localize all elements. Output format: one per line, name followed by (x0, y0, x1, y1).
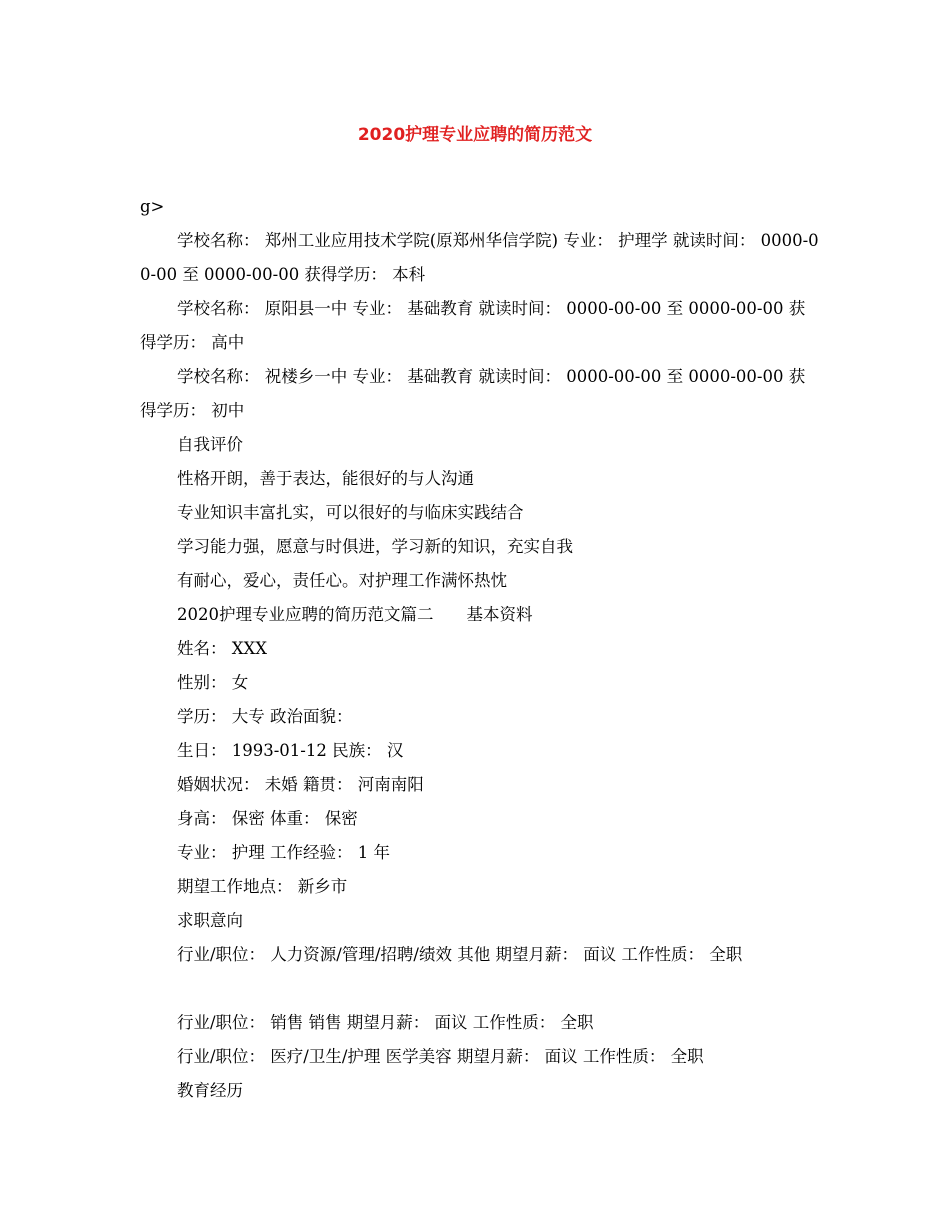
info-education: 学历： 大专 政治面貌： (177, 707, 353, 726)
self-evaluation-line: 学习能力强，愿意与时俱进，学习新的知识，充实自我 (177, 537, 573, 556)
section-heading-self-evaluation: 自我评价 (177, 435, 243, 454)
job-intention-entry: 行业/职位： 人力资源/管理/招聘/绩效 其他 期望月薪： 面议 工作性质： 全职 (177, 945, 743, 964)
info-work-location: 期望工作地点： 新乡市 (177, 877, 348, 896)
info-birthday: 生日： 1993-01-12 民族： 汉 (177, 741, 404, 760)
education-entry-3: 学校名称： 祝楼乡一中 专业： 基础教育 就读时间： 0000-00-00 至 0000-00-00 获得学历： 初中 (140, 367, 806, 420)
section-heading-job-intention: 求职意向 (177, 911, 243, 930)
info-major: 专业： 护理 工作经验： 1 年 (177, 843, 390, 862)
section-heading-education: 教育经历 (177, 1081, 243, 1100)
self-evaluation-line: 性格开朗，善于表达，能很好的与人沟通 (177, 469, 474, 488)
info-name: 姓名： XXX (177, 639, 267, 658)
job-intention-entry: 行业/职位： 医疗/卫生/护理 医学美容 期望月薪： 面议 工作性质： 全职 (177, 1047, 704, 1066)
section-heading-part-two: 2020护理专业应聘的简历范文篇二 基本资料 (177, 605, 533, 624)
self-evaluation-line: 有耐心，爱心，责任心。对护理工作满怀热忱 (177, 571, 507, 590)
education-entry-1: 学校名称： 郑州工业应用技术学院(原郑州华信学院) 专业： 护理学 就读时间： 0000-00-00 至 0000-00-00 获得学历： 本科 (140, 231, 819, 284)
info-marital-status: 婚姻状况： 未婚 籍贯： 河南南阳 (177, 775, 424, 794)
info-height-weight: 身高： 保密 体重： 保密 (177, 809, 358, 828)
info-gender: 性别： 女 (177, 673, 249, 692)
paragraph-fragment: g> (140, 197, 165, 216)
job-intention-entry: 行业/职位： 销售 销售 期望月薪： 面议 工作性质： 全职 (177, 1013, 594, 1032)
education-entry-2: 学校名称： 原阳县一中 专业： 基础教育 就读时间： 0000-00-00 至 0000-00-00 获得学历： 高中 (140, 299, 806, 352)
self-evaluation-line: 专业知识丰富扎实，可以很好的与临床实践结合 (177, 503, 524, 522)
document-title: 2020护理专业应聘的简历范文 (357, 125, 593, 145)
